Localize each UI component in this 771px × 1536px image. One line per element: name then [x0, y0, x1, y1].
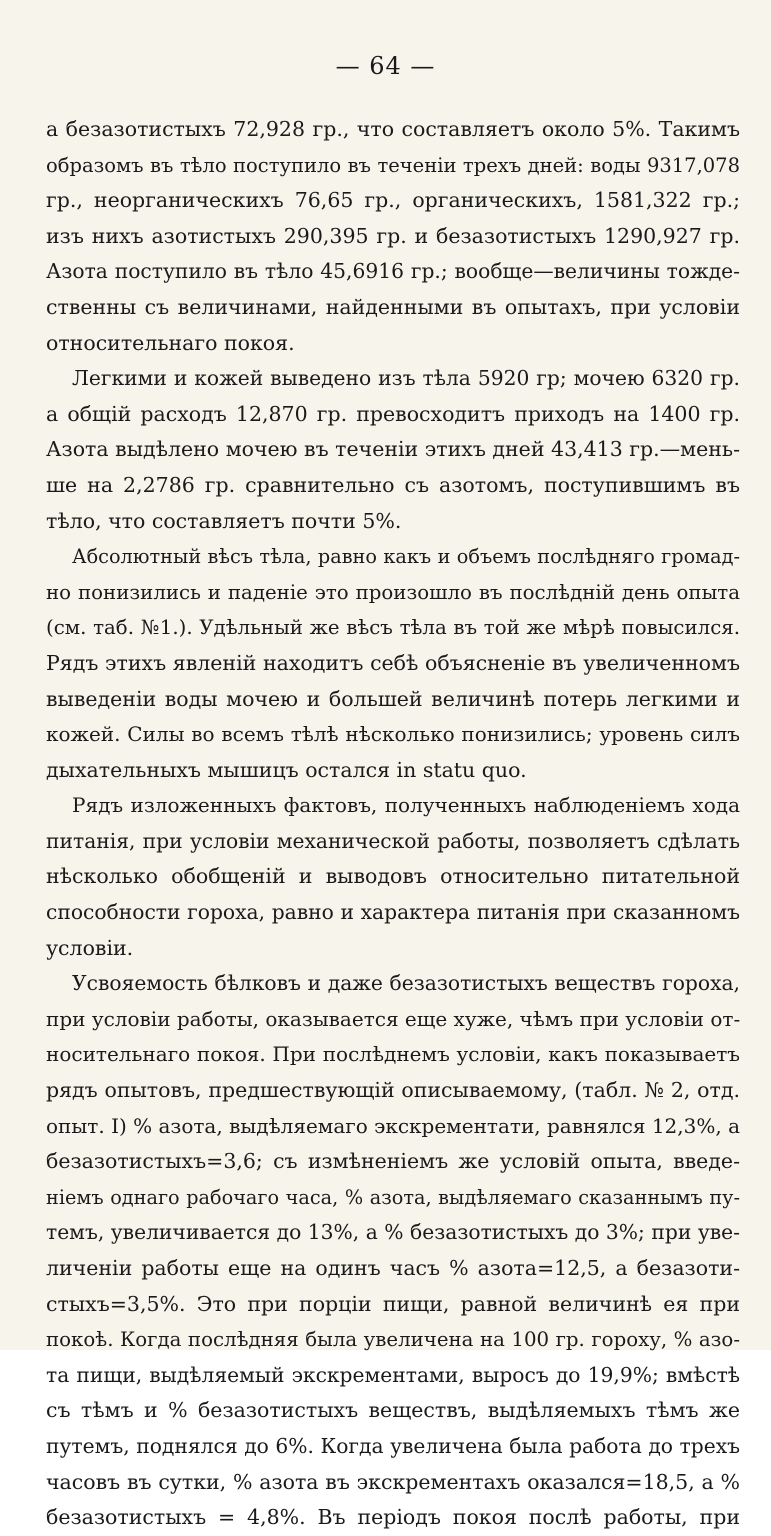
text-line: безазотистыхъ = 4,8%. Въ періодъ покоя послѣ работы, при [46, 1505, 740, 1530]
text-line: Абсолютный вѣсъ тѣла, равно какъ и объемъ послѣдняго громад- [72, 545, 740, 569]
text-line: Рядъ этихъ явленій находитъ себѣ объясненіе въ увеличенномъ [46, 650, 740, 675]
text-line: изъ нихъ азотистыхъ 290,395 гр. и безазотистыхъ 1290,927 гр. [46, 223, 740, 248]
text-line: та пищи, выдѣляемый экскрементами, выросъ до 19,9%; вмѣстѣ [46, 1362, 740, 1387]
text-line: кожей. Силы во всемъ тѣлѣ нѣсколько понизились; уровень силъ [46, 722, 740, 747]
text-line: съ тѣмъ и % безазотистыхъ веществъ, выдѣляемыхъ тѣмъ же [46, 1398, 740, 1423]
text-line: нѣсколько обобщеній и выводовъ относительно питательной [46, 864, 740, 889]
text-line: Легкими и кожей выведено изъ тѣла 5920 гр; мочею 6320 гр. [72, 366, 740, 391]
text-line: ше на 2,2786 гр. сравнительно съ азотомъ, поступившимъ въ [46, 472, 740, 497]
text-line: (см. таб. №1.). Удѣльный же вѣсъ тѣла въ той же мѣрѣ повысился. [46, 616, 740, 640]
text-line: безазотистыхъ=3,6; съ измѣненіемъ же условій опыта, введе- [46, 1149, 740, 1174]
text-line: Усвояемость бѣлковъ и даже безазотистыхъ веществъ гороха, [72, 971, 740, 996]
text-line: Азота поступило въ тѣло 45,6916 гр.; вообще—величины тожде- [46, 259, 740, 284]
text-line: темъ, увеличивается до 13%, а % безазотистыхъ до 3%; при уве- [46, 1220, 740, 1245]
text-line: способности гороха, равно и характера питанія при сказанномъ [46, 900, 740, 925]
text-line: рядъ опытовъ, предшествующій описываемому, (табл. № 2, отд. [46, 1078, 740, 1103]
text-line: Рядъ изложенныхъ фактовъ, полученныхъ наблюденіемъ хода [72, 793, 740, 818]
text-line: носительнаго покоя. При послѣднемъ условіи, какъ показываетъ [46, 1042, 740, 1067]
text-line: часовъ въ сутки, % азота въ экскрементахъ оказался=18,5, а % [46, 1469, 740, 1494]
text-line: питанія, при условіи механической работы, позволяетъ сдѣлать [46, 828, 740, 853]
page-number: — 64 — [335, 52, 436, 80]
text-line: ственны съ величинами, найденными въ опытахъ, при условіи [46, 294, 740, 319]
text-line: при условіи работы, оказывается еще хуже, чѣмъ при условіи от- [46, 1006, 741, 1031]
text-line: путемъ, поднялся до 6%. Когда увеличена была работа до трехъ [46, 1433, 740, 1458]
text-line: покоѣ. Когда послѣдняя была увеличена на 100 гр. гороху, % азо- [46, 1328, 740, 1352]
body-text [46, 112, 740, 1536]
text-line: образомъ въ тѣло поступило въ теченіи трехъ дней: воды 9317,078 [46, 153, 740, 177]
text-line: относительнаго покоя. [46, 330, 295, 355]
text-line: но понизились и паденіе это произошло въ послѣдній день опыта [46, 580, 740, 604]
text-line: условіи. [46, 935, 134, 960]
text-line: тѣло, что составляетъ почти 5%. [46, 508, 402, 533]
text-line: гр., неорганическихъ 76,65 гр., органическихъ, 1581,322 гр.; [46, 188, 740, 213]
text-line: дыхательныхъ мышицъ остался in statu quo. [46, 757, 527, 782]
text-line: а безазотистыхъ 72,928 гр., что составляетъ около 5%. Такимъ [46, 117, 740, 141]
text-line: а общій расходъ 12,870 гр. превосходитъ приходъ на 1400 гр. [46, 401, 740, 426]
text-line: выведеніи воды мочею и большей величинѣ потерь легкими и [46, 686, 740, 711]
text-line: Азота выдѣлено мочею въ теченіи этихъ дней 43,413 гр.—мень- [46, 437, 740, 462]
text-line: личеніи работы еще на одинъ часъ % азота=12,5, а безазоти- [46, 1256, 740, 1280]
text-line: стыхъ=3,5%. Это при порціи пищи, равной величинѣ ея при [46, 1291, 740, 1316]
text-line: опыт. I) % азота, выдѣляемаго экскрементати, равнялся 12,3%, а [46, 1113, 740, 1138]
text-line: ніемъ однаго рабочаго часа, % азота, выдѣляемаго сказаннымъ пу- [46, 1185, 740, 1209]
